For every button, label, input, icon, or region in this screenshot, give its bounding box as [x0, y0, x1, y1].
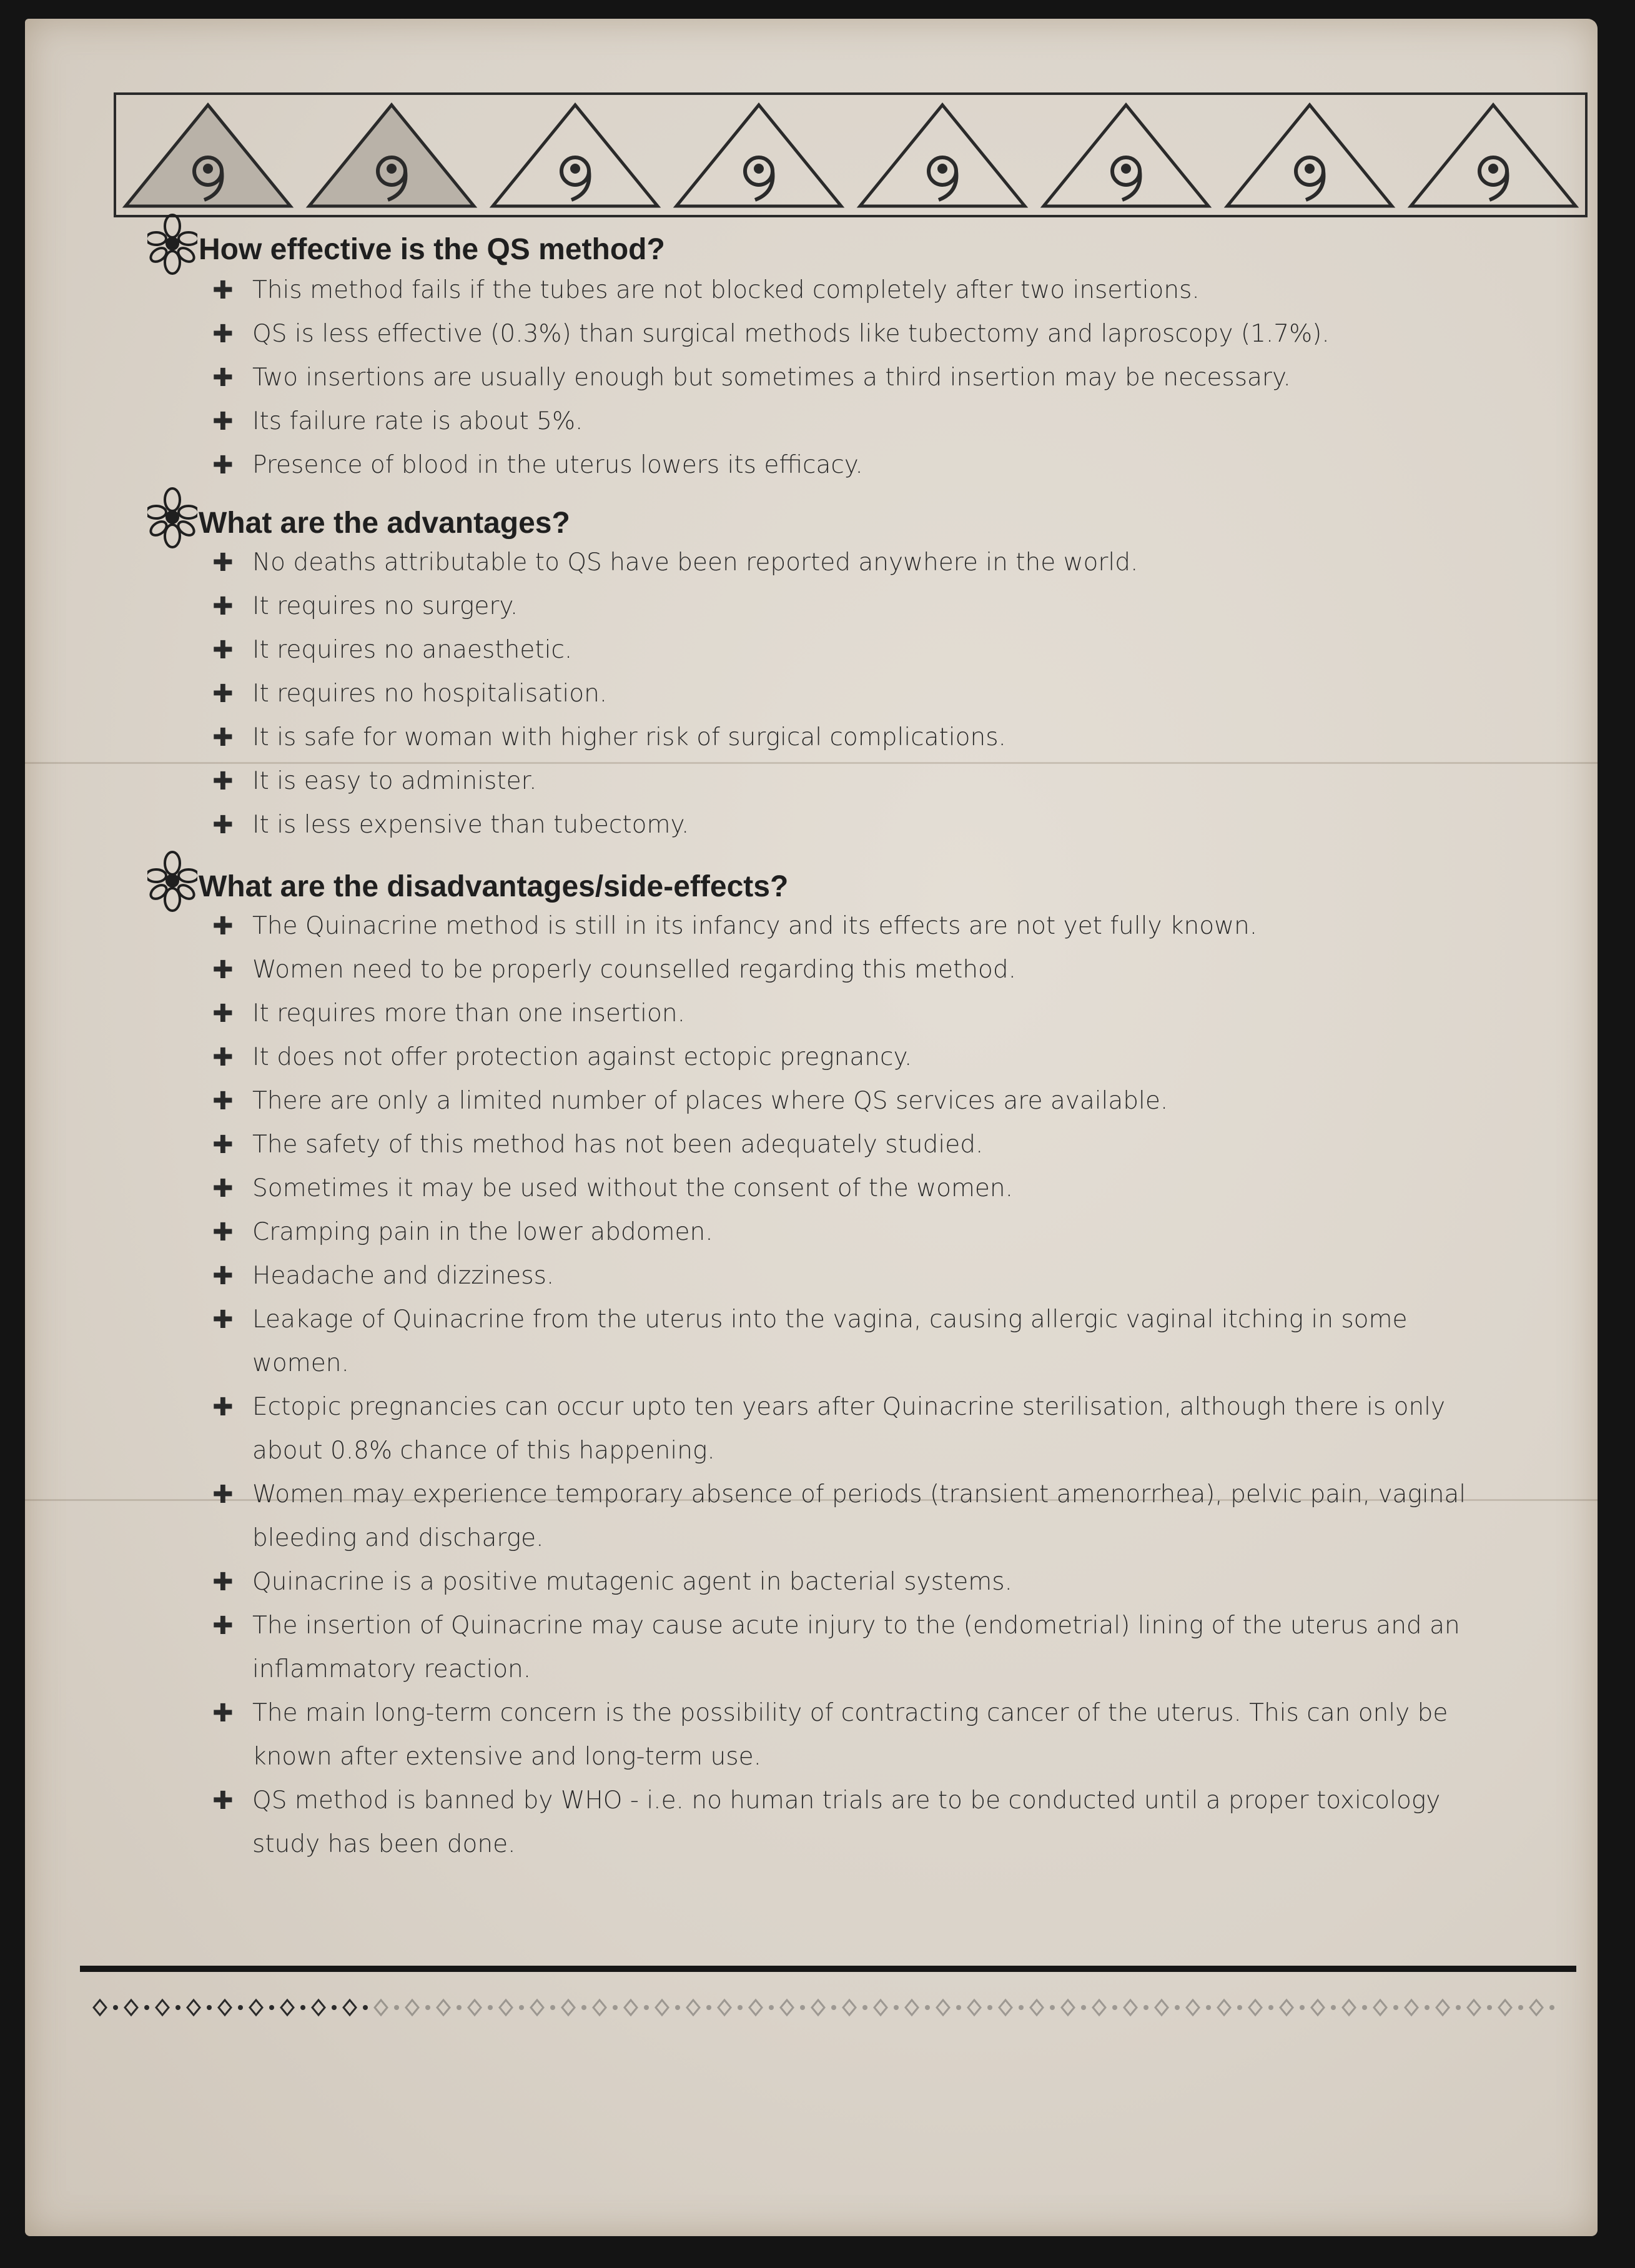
plus-icon: ✚	[212, 1131, 234, 1159]
list-item-text: The safety of this method has not been adequately studied.	[252, 1131, 984, 1159]
border-dot-icon	[738, 2005, 743, 2010]
border-dot-icon	[1549, 2005, 1554, 2010]
border-dot-icon	[1144, 2005, 1148, 2010]
list-item-text: It is less expensive than tubectomy.	[252, 811, 689, 839]
list-item-text: Leakage of Quinacrine from the uterus into the vagina, causing allergic vaginal itching in some women.	[252, 1305, 1408, 1377]
list-item	[212, 443, 1499, 487]
triangle-spiral-pattern	[116, 95, 1585, 215]
list-item-text: QS is less effective (0.3%) than surgical methods like tubectomy and laproscopy (1.7%).	[252, 320, 1330, 348]
flower-icon	[147, 214, 197, 276]
list-item-text: The main long-term concern is the possibility of contracting cancer of the uterus. This can only be known after extensive and long-term use.	[252, 1699, 1448, 1771]
border-diamond-icon	[749, 2000, 762, 2015]
border-dot-icon	[519, 2005, 524, 2010]
border-diamond-icon	[999, 2000, 1012, 2015]
list-item	[212, 672, 1499, 716]
border-diamond-icon	[625, 2000, 637, 2015]
border-diamond-icon	[437, 2000, 450, 2015]
border-diamond-icon	[375, 2000, 387, 2015]
border-dot-icon	[1081, 2005, 1086, 2010]
list-item	[212, 1123, 1499, 1167]
border-dot-icon	[363, 2005, 368, 2010]
plus-icon: ✚	[212, 956, 234, 984]
section-heading-disadvantages	[199, 869, 788, 904]
list-item	[212, 312, 1499, 356]
list-item	[212, 1473, 1499, 1560]
list-item-text: It requires no surgery.	[252, 592, 518, 620]
border-dot-icon	[1050, 2005, 1055, 2010]
plus-icon: ✚	[212, 1393, 234, 1422]
section-heading-text: How effective is the QS method?	[199, 233, 665, 266]
border-dot-icon	[1456, 2005, 1461, 2010]
border-diamond-icon	[593, 2000, 606, 2015]
list-item-text: Headache and dizziness.	[252, 1262, 555, 1290]
border-dot-icon	[113, 2005, 118, 2010]
border-dot-icon	[1206, 2005, 1211, 2010]
border-diamond-icon	[156, 2000, 169, 2015]
border-dot-icon	[862, 2005, 867, 2010]
list-item-text: The insertion of Quinacrine may cause acute injury to the (endometrial) lining of the uterus and an inflammatory reaction.	[252, 1612, 1460, 1683]
border-diamond-icon	[1499, 2000, 1511, 2015]
border-diamond-icon	[874, 2000, 887, 2015]
plus-icon: ✚	[212, 811, 234, 839]
list-item-text: Women may experience temporary absence of periods (transient amenorrhea), pelvic pain, vaginal bleeding and discharge.	[252, 1480, 1466, 1552]
plus-icon: ✚	[212, 592, 234, 621]
plus-icon: ✚	[212, 1568, 234, 1597]
border-dot-icon	[269, 2005, 274, 2010]
border-diamond-icon	[219, 2000, 231, 2015]
border-dot-icon	[207, 2005, 212, 2010]
border-dot-icon	[1112, 2005, 1117, 2010]
border-diamond-icon	[1124, 2000, 1137, 2015]
list-item-text: This method fails if the tubes are not blocked completely after two insertions.	[252, 276, 1200, 304]
section-heading-effectiveness	[199, 232, 665, 267]
plus-icon: ✚	[212, 1786, 234, 1815]
list-item-text: It does not offer protection against ectopic pregnancy.	[252, 1043, 912, 1071]
triangle-spiral-icon	[860, 105, 1025, 206]
list-item-text: There are only a limited number of places where QS services are available.	[252, 1087, 1168, 1115]
list-item	[212, 1254, 1499, 1298]
border-diamond-icon	[1311, 2000, 1324, 2015]
list-item	[212, 1560, 1499, 1604]
border-dot-icon	[831, 2005, 836, 2010]
border-diamond-icon	[1249, 2000, 1262, 2015]
border-diamond-icon	[906, 2000, 918, 2015]
triangle-spiral-icon	[493, 105, 658, 206]
border-diamond-icon	[125, 2000, 137, 2015]
border-diamond-icon	[1187, 2000, 1199, 2015]
list-item	[212, 1211, 1499, 1254]
border-diamond-icon	[1343, 2000, 1355, 2015]
border-dot-icon	[238, 2005, 243, 2010]
list-item	[212, 992, 1499, 1036]
flower-icon	[147, 851, 197, 913]
border-dot-icon	[644, 2005, 649, 2010]
decorative-banner	[114, 92, 1588, 217]
list-item-text: The Quinacrine method is still in its infancy and its effects are not yet fully known.	[252, 912, 1258, 940]
border-dot-icon	[581, 2005, 586, 2010]
disadvantages-list	[212, 904, 1499, 1866]
list-item	[212, 541, 1499, 585]
border-diamond-icon	[468, 2000, 481, 2015]
triangle-spiral-icon	[1411, 105, 1576, 206]
border-diamond-icon	[1405, 2000, 1418, 2015]
plus-icon: ✚	[212, 767, 234, 796]
list-item-text: Quinacrine is a positive mutagenic agent in bacterial systems.	[252, 1568, 1012, 1596]
list-item-text: It is safe for woman with higher risk of surgical complications.	[252, 723, 1006, 751]
list-item-text: Two insertions are usually enough but sometimes a third insertion may be necessary.	[252, 364, 1291, 392]
list-item-text: Its failure rate is about 5%.	[252, 407, 583, 435]
border-diamond-icon	[656, 2000, 668, 2015]
list-item	[212, 1691, 1499, 1779]
border-diamond-icon	[531, 2000, 543, 2015]
border-diamond-icon	[312, 2000, 325, 2015]
border-dot-icon	[1331, 2005, 1336, 2010]
border-dot-icon	[1518, 2005, 1523, 2010]
list-item	[212, 904, 1499, 948]
border-diamond-icon	[250, 2000, 262, 2015]
border-dot-icon	[925, 2005, 930, 2010]
triangle-spiral-icon	[676, 105, 841, 206]
triangle-spiral-icon	[309, 105, 474, 206]
triangle-spiral-icon	[1044, 105, 1208, 206]
list-item-text: It requires no anaesthetic.	[252, 636, 573, 664]
border-diamond-icon	[343, 2000, 356, 2015]
plus-icon: ✚	[212, 548, 234, 577]
list-item	[212, 1779, 1499, 1866]
border-dot-icon	[394, 2005, 399, 2010]
list-item-text: Sometimes it may be used without the consent of the women.	[252, 1174, 1014, 1202]
border-dot-icon	[800, 2005, 805, 2010]
list-item	[212, 1385, 1499, 1473]
border-dot-icon	[956, 2005, 961, 2010]
border-dot-icon	[300, 2005, 305, 2010]
border-dot-icon	[1425, 2005, 1430, 2010]
plus-icon: ✚	[212, 1612, 234, 1640]
list-item	[212, 948, 1499, 992]
plus-icon: ✚	[212, 364, 234, 392]
list-item-text: It requires more than one insertion.	[252, 999, 685, 1028]
plus-icon: ✚	[212, 912, 234, 941]
border-dot-icon	[1362, 2005, 1367, 2010]
border-diamond-icon	[94, 2000, 106, 2015]
border-diamond-icon	[1062, 2000, 1074, 2015]
border-dot-icon	[675, 2005, 680, 2010]
plus-icon: ✚	[212, 1699, 234, 1728]
border-dot-icon	[488, 2005, 493, 2010]
list-item	[212, 716, 1499, 760]
list-item-text: QS method is banned by WHO - i.e. no human trials are to be conducted until a proper toxicology study has been done.	[252, 1786, 1441, 1858]
plus-icon: ✚	[212, 1087, 234, 1116]
border-diamond-icon	[1155, 2000, 1168, 2015]
border-diamond-icon	[1436, 2000, 1449, 2015]
section-heading-advantages	[199, 506, 570, 540]
border-diamond-icon	[1030, 2000, 1043, 2015]
triangle-spiral-icon	[126, 105, 290, 206]
plus-icon: ✚	[212, 1174, 234, 1203]
plus-icon: ✚	[212, 1043, 234, 1072]
plus-icon: ✚	[212, 451, 234, 480]
section-heading-text: What are the disadvantages/side-effects?	[199, 870, 789, 903]
border-diamond-icon	[281, 2000, 294, 2015]
plus-icon: ✚	[212, 999, 234, 1028]
list-item-text: It is easy to administer.	[252, 767, 537, 795]
list-item	[212, 1036, 1499, 1079]
border-dot-icon	[987, 2005, 992, 2010]
plus-icon: ✚	[212, 1480, 234, 1509]
border-dot-icon	[1300, 2005, 1305, 2010]
border-diamond-icon	[1530, 2000, 1543, 2015]
plus-icon: ✚	[212, 320, 234, 349]
decorative-border-strip	[87, 1995, 1561, 2020]
plus-icon: ✚	[212, 276, 234, 305]
list-item	[212, 1079, 1499, 1123]
border-dot-icon	[175, 2005, 180, 2010]
plus-icon: ✚	[212, 636, 234, 665]
border-diamond-icon	[812, 2000, 824, 2015]
list-item	[212, 803, 1499, 847]
border-diamond-icon	[500, 2000, 512, 2015]
border-diamond-icon	[718, 2000, 731, 2015]
border-dot-icon	[144, 2005, 149, 2010]
list-item	[212, 585, 1499, 628]
border-dot-icon	[1175, 2005, 1180, 2010]
list-item-text: Ectopic pregnancies can occur upto ten years after Quinacrine sterilisation, although there is only about 0.8% chance of this happening.	[252, 1393, 1446, 1465]
effectiveness-list	[212, 269, 1499, 487]
list-item	[212, 760, 1499, 803]
border-diamond-icon	[937, 2000, 949, 2015]
border-diamond-icon	[406, 2000, 418, 2015]
border-dot-icon	[894, 2005, 899, 2010]
border-dot-icon	[613, 2005, 618, 2010]
border-diamond-icon	[687, 2000, 699, 2015]
plus-icon: ✚	[212, 1262, 234, 1290]
border-dot-icon	[1237, 2005, 1242, 2010]
border-dot-icon	[1487, 2005, 1492, 2010]
list-item	[212, 628, 1499, 672]
list-item-text: Women need to be properly counselled regarding this method.	[252, 956, 1017, 984]
plus-icon: ✚	[212, 1218, 234, 1247]
list-item	[212, 269, 1499, 312]
border-dot-icon	[332, 2005, 337, 2010]
border-diamond-icon	[1093, 2000, 1105, 2015]
border-dot-icon	[1268, 2005, 1273, 2010]
list-item	[212, 400, 1499, 443]
document-page	[25, 19, 1598, 2236]
border-diamond-icon	[1374, 2000, 1386, 2015]
border-dot-icon	[1019, 2005, 1024, 2010]
plus-icon: ✚	[212, 1305, 234, 1334]
flower-icon	[147, 487, 197, 550]
border-diamond-icon	[1218, 2000, 1230, 2015]
list-item-text: Cramping pain in the lower abdomen.	[252, 1218, 713, 1246]
border-dot-icon	[706, 2005, 711, 2010]
plus-icon: ✚	[212, 680, 234, 708]
list-item	[212, 356, 1499, 400]
triangle-spiral-icon	[1227, 105, 1392, 206]
border-diamond-icon	[187, 2000, 200, 2015]
border-dot-icon	[769, 2005, 774, 2010]
list-item	[212, 1604, 1499, 1691]
list-item	[212, 1298, 1499, 1385]
border-diamond-icon	[843, 2000, 856, 2015]
plus-icon: ✚	[212, 723, 234, 752]
border-diamond-icon	[562, 2000, 575, 2015]
border-dot-icon	[457, 2005, 462, 2010]
border-diamond-icon	[1468, 2000, 1480, 2015]
plus-icon: ✚	[212, 407, 234, 436]
border-diamond-icon	[781, 2000, 793, 2015]
list-item	[212, 1167, 1499, 1211]
list-item-text: It requires no hospitalisation.	[252, 680, 608, 708]
border-dot-icon	[1393, 2005, 1398, 2010]
border-diamond-icon	[968, 2000, 981, 2015]
footer-rule	[80, 1966, 1576, 1972]
section-heading-text: What are the advantages?	[199, 507, 570, 540]
advantages-list	[212, 541, 1499, 847]
border-dot-icon	[550, 2005, 555, 2010]
list-item-text: No deaths attributable to QS have been reported anywhere in the world.	[252, 548, 1139, 577]
border-diamond-icon	[1280, 2000, 1293, 2015]
list-item-text: Presence of blood in the uterus lowers its efficacy.	[252, 451, 863, 479]
border-dot-icon	[425, 2005, 430, 2010]
